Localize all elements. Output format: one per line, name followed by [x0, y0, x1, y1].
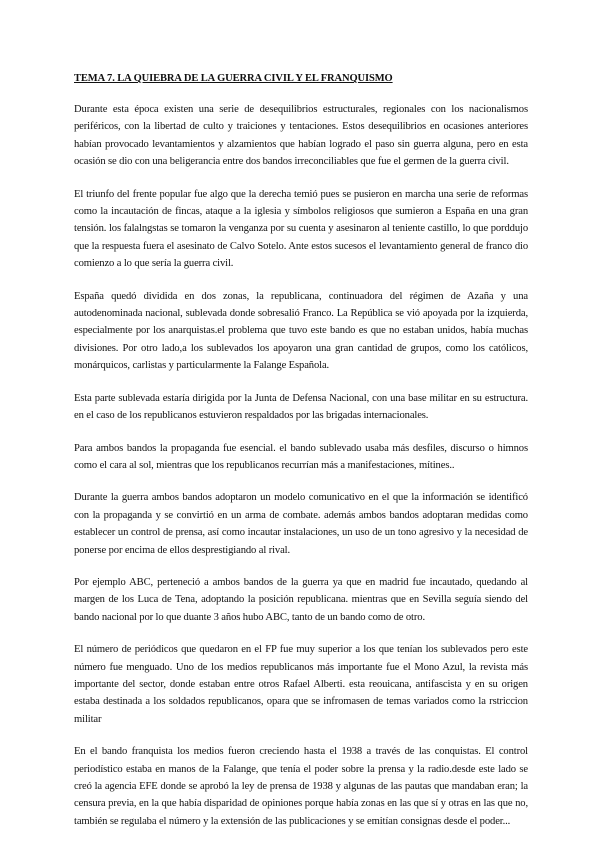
document-page: [74, 70, 528, 845]
document-title: TEMA 7. LA QUIEBRA DE LA GUERRA CIVIL Y EL FRANQUISMO: [74, 73, 393, 84]
paragraph-8: El número de periódicos que quedaron en el FP fue muy superior a los que tenían los sublevados pero este número fue menguado. Uno de los medios republicanos más importante fue el Mono Azul, la revista más importante del sector, donde estaban entre otros Rafael Alberti. esta reouicana, antifascista y en su origen estaba destinada a los soldados republicanos, opara que se infromasen de temas variados como la rstriccion militar: [74, 644, 528, 725]
paragraph-5: Para ambos bandos la propaganda fue esencial. el bando sublevado usaba más desfiles, discurso o himnos como el cara al sol, mientras que los republicanos recurrían más a manifestaciones, mítines..: [74, 442, 528, 471]
paragraph-2: El triunfo del frente popular fue algo que la derecha temió pues se pusieron en marcha una serie de reformas como la incautación de fincas, ataque a la iglesia y símbolos religiosos que sumieron a España en una gran tensión. los falalngstas se tomaron la venganza por su cuenta y asesinaron al teniente castillo, lo que porddujo que la respuesta fuera el asesinato de Calvo Sotelo. Ante estos sucesos el levantamiento general de franco dio comienzo a lo que sería la guerra civil.: [74, 188, 528, 270]
paragraph-6: Durante la guerra ambos bandos adoptaron un modelo comunicativo en el que la información se identificó con la propaganda y se convirtió en un arma de combate. además ambos bandos adoptaran medidas como establecer un control de prensa, así como incautar instalaciones, un uso de un tono agresivo y la necesidad de ponerse por encima de ellos desprestigiando al rival.: [74, 492, 528, 556]
paragraph-4: Esta parte sublevada estaría dirigida por la Junta de Defensa Nacional, con una base militar en su estructura. en el caso de los republicanos estuvieron respaldados por las brigadas internacionales.: [74, 392, 528, 422]
paragraph-3: España quedó dividida en dos zonas, la republicana, continuadora del régimen de Azaña y una autodenominada nacional, sublevada donde sobresalió Franco. La República se vió apoyada por la izquierda, especialmente por los anarquistas.el problema que tuvo este bando es que no estaban unidos, había muchas divisiones. Por otro lado,a los sublevados los apoyaron una gran cantidad de grupos, como los católicos, monárquicos, carlistas y particularmente la Falange Española.: [74, 290, 528, 372]
paragraph-1: Durante esta época existen una serie de desequilibrios estructurales, regionales con los nacionalismos periféricos, con la libertad de culto y traiciones y tentaciones. Estos desequilibrios en ocasiones anteriores habían provocado levantamientos y alzamientos que habían logrado el paso sin guerra alguna, pero en esta ocasión se dio con una beligerancia entre dos bandos irreconciliables que fue el germen de la guerra civil.: [74, 104, 528, 168]
paragraph-9: En el bando franquista los medios fueron creciendo hasta el 1938 a través de las conquistas. El control periodístico estaba en manos de la Falange, que tenía el poder sobre la prensa y la radio.desde este lado se creó la agencia EFE donde se aprobó la ley de prensa de 1938 y algunas de las pautas que mandaban eran; la censura previa, en la que había disparidad de opiniones porque había zonas en las que sí y otras en las que no, también se regulaba el número y la extensión de las publicaciones y se emitían consignas desde el poder...: [74, 746, 528, 827]
paragraph-7: Por ejemplo ABC, perteneció a ambos bandos de la guerra ya que en madrid fue incautado, quedando al margen de los Luca de Tena, adoptando la posición republicana. mientras que en Sevilla seguía siendo del bando nacional por lo que duante 3 años hubo ABC, tanto de un bando como de otro.: [74, 576, 528, 623]
